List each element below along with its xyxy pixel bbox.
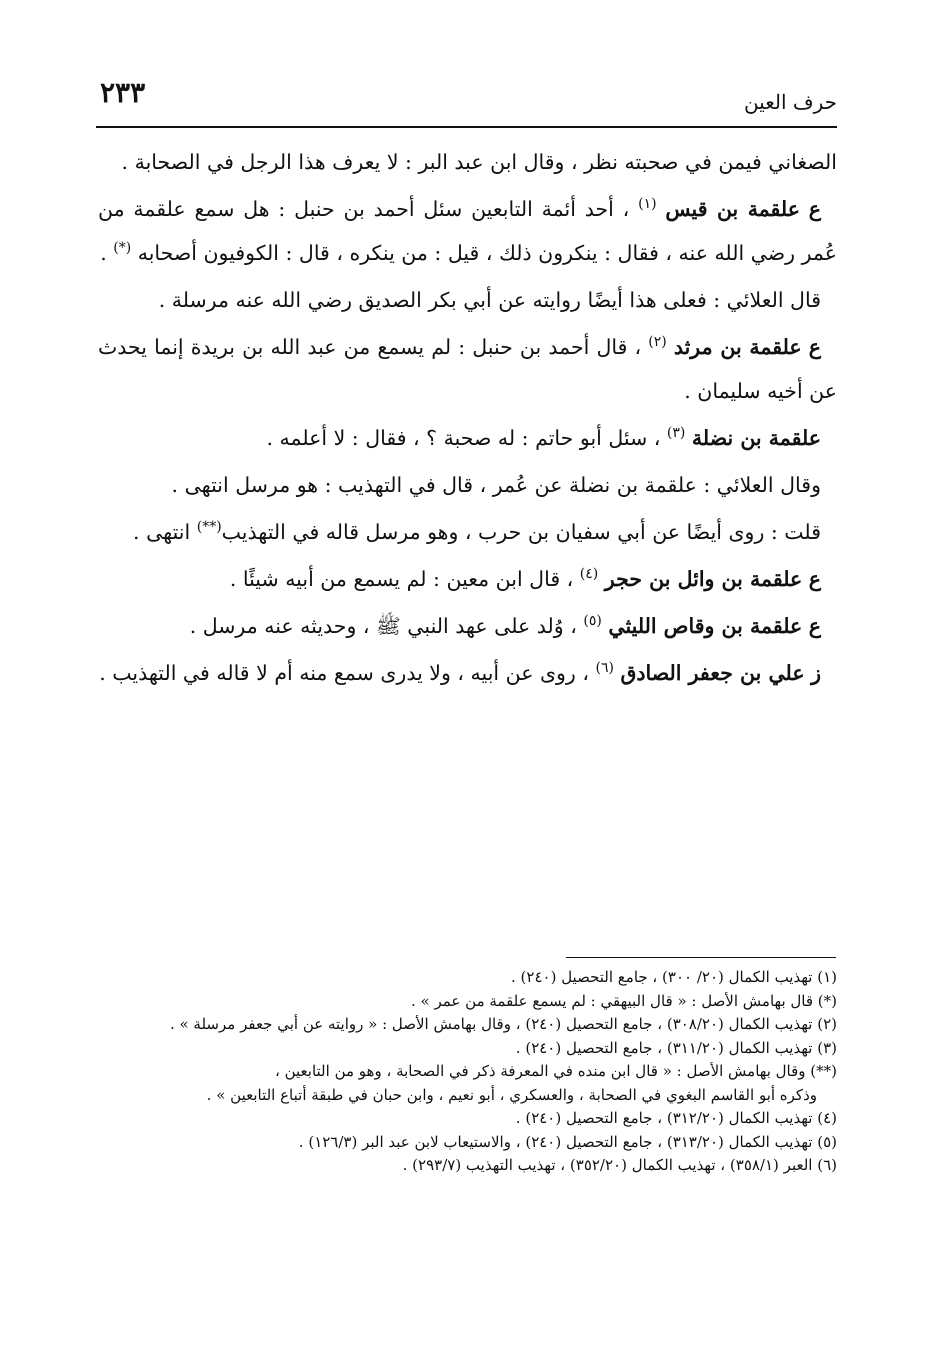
- entry-text-end: .: [100, 241, 114, 265]
- entry-text: ، أحد أئمة التابعين سئل أحمد بن حنبل : هل سمع علقمة من عُمر رضي الله عنه ، فقال : ينكرون ذلك ، قيل : من ينكره ، قال : الكوفيون أصحابه: [98, 197, 837, 265]
- entry-text: ، سئل أبو حاتم : له صحبة ؟ ، فقال : لا أعلمه .: [266, 426, 667, 450]
- note-text-end: انتهى .: [133, 520, 197, 544]
- entry-name: علقمة بن وقاص الليثي: [608, 614, 803, 638]
- footnote-ref: (٥): [583, 613, 602, 630]
- entry-text: ، وُلد على عهد النبي ﷺ ، وحديثه عنه مرسل .: [189, 614, 584, 638]
- footnote-6: (٦) العبر (٣٥٨/١) ، تهذيب الكمال (٣٥٢/٢٠) ، تهذيب التهذيب (٢٩٣/٧) .: [402, 1156, 837, 1174]
- entry-name: علقمة بن مرثد: [673, 335, 802, 359]
- header-rule: [96, 126, 837, 128]
- entry-text: ، قال أحمد بن حنبل : لم يسمع من عبد الله بن بريدة إنما يحدث عن أخيه سليمان .: [98, 335, 837, 403]
- entry-prefix: ع: [808, 614, 821, 638]
- entry-text: ، روى عن أبيه ، ولا يدرى سمع منه أم لا قاله في التهذيب .: [99, 661, 596, 685]
- footnote-1: (١) تهذيب الكمال (٢٠/ ٣٠٠) ، جامع التحصيل (٢٤٠) .: [511, 968, 837, 986]
- footnotes: [98, 966, 837, 1178]
- paragraph-alai-comment: قال العلائي : فعلى هذا أيضًا روايته عن أبي بكر الصديق رضي الله عنه مرسلة .: [158, 288, 821, 312]
- paragraph-alai-nadla: وقال العلائي : علقمة بن نضلة عن عُمر ، قال في التهذيب : هو مرسل انتهى .: [171, 473, 821, 497]
- footnote-ref: (٢): [648, 334, 667, 351]
- footnote-ref-star: (*): [113, 240, 132, 257]
- running-head: حرف العين: [743, 90, 837, 114]
- entry-alqama-ibn-wail: [98, 557, 837, 601]
- entry-name: علي بن جعفر الصادق: [620, 661, 805, 685]
- paragraph-author-note: [98, 510, 837, 554]
- paragraph-continuation: الصغاني فيمن في صحبته نظر ، وقال ابن عبد البر : لا يعرف هذا الرجل في الصحابة .: [121, 150, 837, 174]
- entry-name: علقمة بن نضلة: [691, 426, 821, 450]
- footnote-ref: (٤): [579, 566, 599, 583]
- entry-alqama-ibn-nadla: [98, 416, 837, 460]
- footnote-3: (٣) تهذيب الكمال (٣١١/٢٠) ، جامع التحصيل (٢٤٠) .: [515, 1038, 837, 1057]
- entry-prefix: ع: [808, 567, 821, 591]
- footnote-star: (*) قال بهامش الأصل : « قال البيهقي : لم يسمع علقمة من عمر » .: [411, 991, 837, 1010]
- footnote-2: (٢) تهذيب الكمال (٣٠٨/٢٠) ، جامع التحصيل (٢٤٠) ، وقال بهامش الأصل : « روايته عن أبي جعفر مرسلة » .: [169, 1015, 837, 1033]
- footnote-double-star-continued: وذكره أبو القاسم البغوي في الصحابة ، والعسكري ، أبو نعيم ، وابن حبان في طبقة أتباع التابعين » .: [206, 1085, 817, 1104]
- footnote-ref: (٣): [666, 425, 686, 442]
- page-header: [96, 70, 837, 124]
- entry-alqama-ibn-marthad: [98, 325, 837, 413]
- note-text: قلت : روى أيضًا عن أبي سفيان بن حرب ، وهو مرسل قاله في التهذيب: [221, 520, 821, 544]
- footnote-ref: (٦): [595, 660, 614, 677]
- footnote-double-star: (**) وقال بهامش الأصل : « قال ابن منده في المعرفة ذكر في الصحابة ، وهو من التابعين ،: [275, 1062, 837, 1080]
- entry-alqama-ibn-qays: [98, 187, 837, 275]
- footnote-ref-double-star: (**): [196, 519, 222, 536]
- entry-alqama-ibn-waqqas: [98, 604, 837, 648]
- entry-ali-ibn-jafar: [98, 651, 837, 695]
- entry-prefix: ع: [808, 335, 821, 359]
- main-text: [98, 140, 837, 698]
- entry-name: علقمة بن قيس: [665, 197, 800, 221]
- footnote-4: (٤) تهذيب الكمال (٣١٢/٢٠) ، جامع التحصيل (٢٤٠) .: [515, 1109, 837, 1127]
- footnote-5: (٥) تهذيب الكمال (٣١٣/٢٠) ، جامع التحصيل (٢٤٠) ، والاستيعاب لابن عبد البر (١٢٦/٣) .: [298, 1132, 837, 1151]
- entry-name: علقمة بن وائل بن حجر: [604, 567, 803, 591]
- entry-prefix: ز: [811, 661, 821, 685]
- entry-prefix: ع: [808, 197, 821, 221]
- footnote-separator: [566, 957, 836, 958]
- footnote-ref: (١): [638, 196, 657, 213]
- entry-text: ، قال ابن معين : لم يسمع من أبيه شيئًا .: [229, 567, 580, 591]
- page-number: ٢٣٣: [100, 76, 146, 109]
